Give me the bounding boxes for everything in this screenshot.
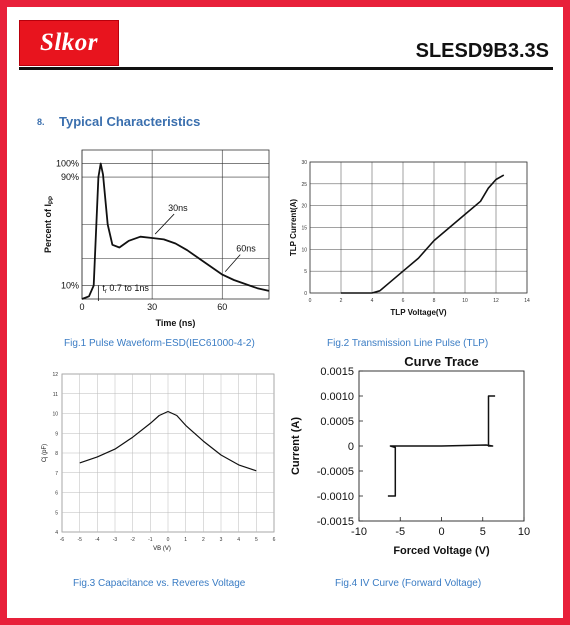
fig2-x-axis-label: TLP Voltage(V) bbox=[390, 308, 447, 317]
fig1-y-tick-label: 10% bbox=[60, 280, 79, 291]
fig1-annotation-60ns: 60ns bbox=[236, 243, 256, 254]
fig3-x-tick-label: -3 bbox=[112, 537, 118, 543]
fig3-y-tick-label: 7 bbox=[55, 470, 58, 477]
fig3-x-tick-label: 2 bbox=[201, 537, 205, 543]
datasheet-page bbox=[7, 7, 563, 618]
fig3-x-tick-label: -6 bbox=[59, 537, 65, 543]
fig4-x-tick-label: 5 bbox=[479, 526, 486, 538]
fig2-y-axis-label: TLP Current(A) bbox=[289, 198, 298, 257]
fig3-y-axis-label: Cj (pF) bbox=[42, 443, 48, 463]
fig3-x-tick-label: 0 bbox=[166, 537, 170, 543]
fig3-y-tick-label: 6 bbox=[55, 490, 58, 497]
fig3-y-tick-label: 4 bbox=[55, 530, 58, 536]
fig4-chart-title: Curve Trace bbox=[404, 354, 479, 369]
fig2-y-tick-label: 15 bbox=[301, 225, 307, 232]
fig4-y-tick-label: -0.0015 bbox=[316, 516, 354, 528]
fig1-x-tick-label: 60 bbox=[217, 302, 228, 312]
fig1-x-tick-label: 0 bbox=[79, 302, 85, 312]
fig4-y-tick-label: -0.0005 bbox=[316, 466, 354, 478]
fig2-x-tick-label: 12 bbox=[493, 298, 499, 304]
fig3-y-tick-label: 8 bbox=[55, 451, 58, 457]
part-number: SLESD9B3.3S bbox=[415, 40, 549, 62]
fig2-y-tick-label: 20 bbox=[301, 203, 307, 210]
fig1-annotation-30ns: 30ns bbox=[168, 203, 188, 214]
fig2-caption: Fig.2 Transmission Line Pulse (TLP) bbox=[327, 338, 489, 349]
section-number: 8. bbox=[37, 117, 45, 127]
fig4-x-tick-label: -10 bbox=[351, 526, 367, 538]
fig3-x-tick-label: 6 bbox=[272, 537, 276, 543]
section-title: Typical Characteristics bbox=[59, 114, 201, 129]
fig1-x-axis-label: Time (ns) bbox=[155, 318, 196, 328]
fig4-y-axis-label: Current (A) bbox=[290, 416, 302, 476]
fig2-x-tick-label: 6 bbox=[401, 298, 405, 304]
fig4-x-tick-label: 0 bbox=[438, 526, 445, 538]
fig1-caption: Fig.1 Pulse Waveform-ESD(IEC61000-4-2) bbox=[64, 338, 255, 349]
fig3-y-tick-label: 11 bbox=[52, 391, 58, 398]
fig2-y-tick-label: 10 bbox=[301, 247, 307, 254]
fig3-x-tick-label: 1 bbox=[184, 537, 188, 543]
fig2-x-tick-label: 10 bbox=[462, 298, 468, 304]
fig2-y-tick-label: 0 bbox=[304, 291, 307, 297]
fig4-y-tick-label: 0.0005 bbox=[320, 416, 354, 428]
fig3-x-tick-label: 5 bbox=[254, 537, 258, 543]
fig2-x-tick-label: 0 bbox=[308, 298, 312, 304]
fig3-x-axis-label: VB (V) bbox=[153, 546, 171, 552]
fig2-x-tick-label: 4 bbox=[370, 298, 374, 304]
fig2-x-tick-label: 14 bbox=[524, 298, 530, 304]
fig4-y-tick-label: 0.0015 bbox=[320, 366, 354, 378]
fig2-y-tick-label: 30 bbox=[301, 160, 307, 166]
fig1-y-tick-label: 90% bbox=[60, 172, 79, 183]
fig4-y-tick-label: 0.0010 bbox=[320, 391, 354, 403]
fig1-x-tick-label: 30 bbox=[147, 302, 158, 312]
fig3-x-tick-label: 3 bbox=[219, 537, 223, 543]
fig4-x-tick-label: -5 bbox=[395, 526, 406, 538]
logo-text: Slkor bbox=[39, 29, 99, 56]
fig3-x-tick-label: -4 bbox=[95, 537, 100, 543]
fig3-y-tick-label: 12 bbox=[52, 372, 58, 378]
fig4-x-tick-label: 10 bbox=[517, 526, 531, 538]
fig2-x-tick-label: 2 bbox=[339, 298, 343, 304]
fig2-x-tick-label: 8 bbox=[432, 298, 436, 304]
fig4-y-tick-label: -0.0010 bbox=[316, 491, 354, 503]
fig4-caption: Fig.4 IV Curve (Forward Voltage) bbox=[335, 578, 482, 589]
fig3-x-tick-label: -1 bbox=[148, 537, 153, 543]
fig1-y-tick-label: 100% bbox=[55, 158, 79, 169]
fig4-series-line bbox=[388, 396, 495, 496]
fig4-y-tick-label: 0 bbox=[347, 441, 354, 453]
fig3-y-tick-label: 5 bbox=[55, 510, 58, 517]
fig3-caption: Fig.3 Capacitance vs. Reveres Voltage bbox=[73, 578, 246, 589]
fig3-y-tick-label: 9 bbox=[55, 431, 58, 438]
fig3-x-tick-label: 4 bbox=[237, 537, 241, 543]
iv-curve-chart bbox=[7, 7, 563, 618]
fig2-y-tick-label: 5 bbox=[304, 269, 307, 276]
fig1-rise-note: $t_r$ 0.7 to 1ns bbox=[102, 282, 149, 295]
fig3-y-tick-label: 10 bbox=[52, 411, 58, 418]
fig3-x-tick-label: -2 bbox=[130, 537, 135, 543]
fig2-y-tick-label: 25 bbox=[301, 181, 307, 188]
fig3-x-tick-label: -5 bbox=[77, 537, 82, 543]
fig4-x-axis-label: Forced Voltage (V) bbox=[393, 545, 490, 557]
fig1-y-axis-label: Percent of $I_{PP}$ bbox=[43, 195, 55, 254]
